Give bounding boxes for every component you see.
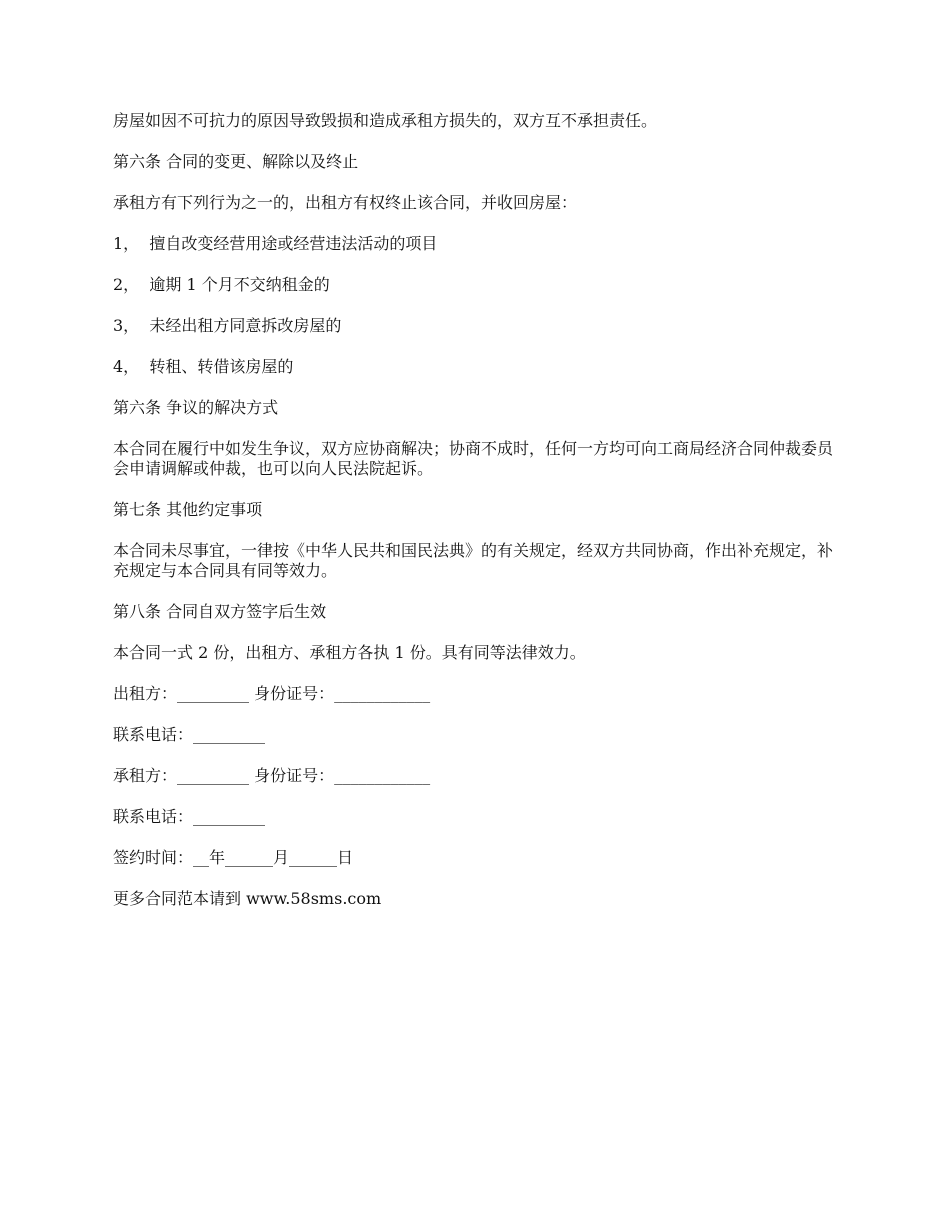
lessee-signature-line: 承租方：_________ 身份证号：____________ bbox=[113, 766, 431, 785]
paragraph-force-majeure: 房屋如因不可抗力的原因导致毁损和造成承租方损失的，双方互不承担责任。 bbox=[113, 111, 658, 130]
heading-article-6-change: 第六条 合同的变更、解除以及终止 bbox=[113, 152, 359, 171]
lessor-phone-line: 联系电话：_________ bbox=[113, 725, 266, 744]
list-item-4: 4， 转租、转借该房屋的 bbox=[113, 357, 294, 376]
paragraph-copies: 本合同一式 2 份，出租方、承租方各执 1 份。具有同等法律效力。 bbox=[113, 643, 586, 662]
document-page bbox=[113, 111, 843, 930]
footer-more-contracts: 更多合同范本请到 www.58sms.com bbox=[113, 889, 382, 908]
paragraph-dispute-resolution: 本合同在履行中如发生争议，双方应协商解决；协商不成时，任何一方均可向工商局经济合同仲裁委员会申请调解或仲裁，也可以向人民法院起诉。 bbox=[113, 439, 834, 478]
paragraph-other-matters: 本合同未尽事宜，一律按《中华人民共和国民法典》的有关规定，经双方共同协商，作出补充规定，补充规定与本合同具有同等效力。 bbox=[113, 541, 834, 580]
lessee-phone-line: 联系电话：_________ bbox=[113, 807, 266, 826]
list-item-2: 2， 逾期 1 个月不交纳租金的 bbox=[113, 275, 330, 294]
signing-date-line: 签约时间：__年______月______日 bbox=[113, 848, 354, 867]
list-item-1: 1， 擅自改变经营用途或经营违法活动的项目 bbox=[113, 234, 438, 253]
heading-article-6-dispute: 第六条 争议的解决方式 bbox=[113, 398, 279, 417]
heading-article-8: 第八条 合同自双方签字后生效 bbox=[113, 602, 327, 621]
heading-article-7: 第七条 其他约定事项 bbox=[113, 500, 263, 519]
list-item-3: 3， 未经出租方同意拆改房屋的 bbox=[113, 316, 342, 335]
lessor-signature-line: 出租方：_________ 身份证号：____________ bbox=[113, 684, 431, 703]
paragraph-termination-intro: 承租方有下列行为之一的，出租方有权终止该合同，并收回房屋： bbox=[113, 193, 578, 212]
